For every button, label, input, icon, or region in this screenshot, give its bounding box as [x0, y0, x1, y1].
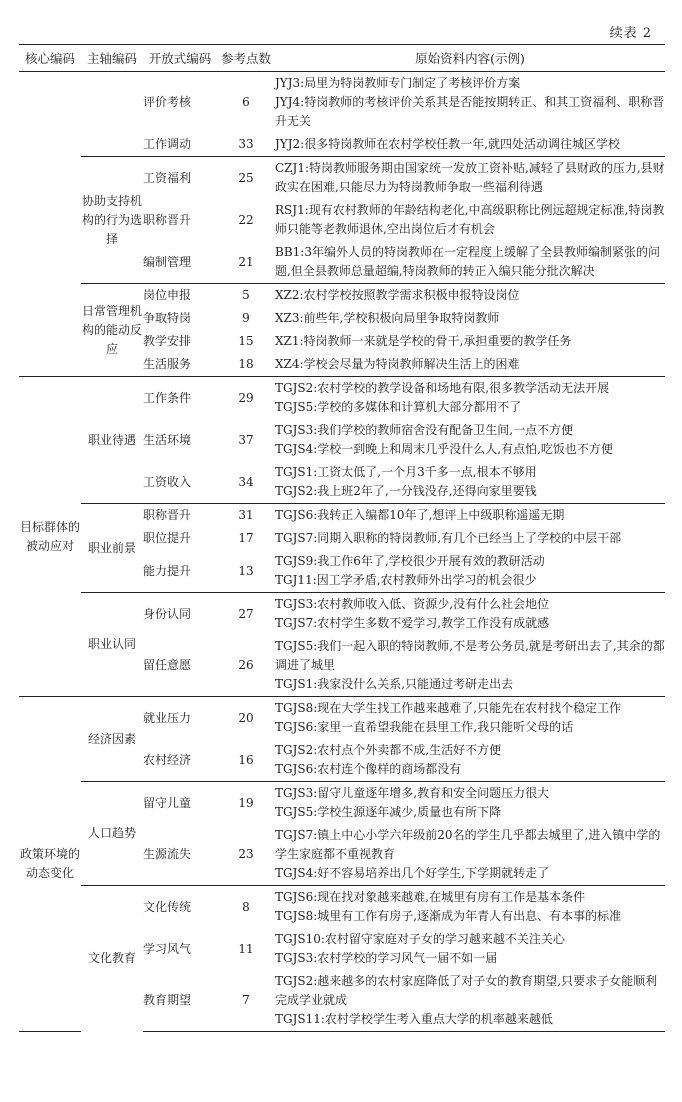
raw-material-line: TGJS8:城里有工作有房子,逐渐成为年青人有出息、有本事的标准 [275, 909, 622, 923]
reference-count-cell: 16 [238, 752, 254, 767]
raw-material-line: TGJS1:我家没什么关系,只能通过考研走出去 [275, 677, 514, 691]
reference-count-cell: 15 [238, 334, 254, 348]
reference-count-cell: 5 [217, 284, 275, 308]
open-code-cell: 生源流失 [143, 847, 192, 861]
core-code-cell [19, 72, 81, 377]
core-code-cell: 目标群体的被动应对 [19, 377, 81, 697]
raw-material-cell [275, 593, 665, 636]
raw-material-cell [275, 307, 665, 330]
reference-count-cell: 13 [238, 563, 254, 578]
raw-material-line: CZJ1:特岗教师服务期由国家统一发放工资补贴,减轻了县财政的压力,县财政实在困难,只能尽力为特岗教师争取一些福利待遇 [275, 161, 665, 194]
axial-code-cell: 职业前景 [81, 504, 143, 593]
reference-count-cell: 29 [217, 377, 275, 420]
raw-material-line: BB1:3年编外人员的特岗教师在一定程度上缓解了全县教师编制紧张的问题,但全县教师总量超编,特岗教师的转正入编只能分批次解决 [275, 245, 660, 278]
axial-code-cell: 协助支持机构的行为选择 [81, 157, 143, 284]
open-code-cell: 编制管理 [143, 254, 192, 269]
reference-count-cell: 7 [217, 970, 275, 1032]
raw-material-cell [275, 824, 665, 886]
open-code-cell: 留任意愿 [143, 658, 192, 672]
raw-material-cell [275, 133, 665, 157]
reference-count-cell: 37 [238, 432, 254, 447]
axial-code-cell: 经济因素 [81, 697, 143, 782]
axial-code-cell: 日常管理机构的能动反应 [81, 284, 143, 377]
raw-material-cell [275, 353, 665, 377]
raw-material-line: TGJS5:学校生源逐年减少,质量也有所下降 [275, 805, 502, 819]
raw-material-line: TGJS2:我上班2年了,一分钱没存,还得向家里要钱 [275, 484, 537, 498]
raw-material-line: TGJS6:家里一直希望我能在县里工作,我只能听父母的话 [275, 720, 574, 734]
raw-material-line: XZ2:农村学校按照教学需求积极申报特设岗位 [275, 288, 520, 302]
raw-material-line: TGJS5:我们一起入职的特岗教师,不是考公务员,就是考研出去了,其余的都调进了城里 [275, 639, 665, 672]
raw-material-cell [275, 419, 665, 461]
raw-material-line: TGJS7:镇上中心小学六年级前20名的学生几乎都去城里了,进入镇中学的学生家庭都不重视教育 [275, 828, 661, 861]
raw-material-line: JYJ4:特岗教师的考核评价关系其是否能按期转正、和其工资福利、职称晋升无关 [275, 95, 665, 128]
raw-material-line: TGJS3:留守儿童逐年增多,教育和安全问题压力很大 [275, 786, 550, 800]
axial-code-cell: 职业认同 [81, 593, 143, 697]
reference-count-cell: 23 [238, 847, 254, 861]
reference-count-cell: 26 [238, 658, 254, 672]
raw-material-line: TGJS4:学校一到晚上和周末几乎没什么人,有点怕,吃饭也不方便 [275, 442, 613, 456]
raw-material-cell [275, 527, 665, 550]
table-row [19, 697, 665, 740]
core-code-cell: 政策环境的动态变化 [19, 697, 81, 1032]
raw-material-line: TGJS10:农村留守家庭对子女的学习越来越不关注关心 [275, 932, 565, 946]
raw-material-line: TGJS6:农村连个像样的商场都没有 [275, 762, 462, 776]
raw-material-line: TGJS4:好不容易培养出几个好学生,下学期就转走了 [275, 866, 550, 880]
header-raw-material: 原始资料内容(示例) [275, 45, 665, 72]
raw-material-cell [275, 157, 665, 200]
table-row [19, 377, 665, 420]
raw-material-cell [275, 504, 665, 528]
open-code-cell: 职位提升 [143, 531, 192, 545]
open-code-cell: 留守儿童 [143, 782, 217, 825]
reference-count-cell: 22 [238, 212, 254, 227]
raw-material-line: TGJS5:学校的多媒体和计算机大部分都用不了 [275, 400, 522, 414]
table-row [19, 284, 665, 308]
raw-material-cell [275, 241, 665, 284]
reference-count-cell: 33 [238, 137, 254, 151]
raw-material-cell [275, 635, 665, 697]
axial-code-cell: 人口趋势 [81, 782, 143, 886]
open-code-cell: 就业压力 [143, 697, 217, 740]
reference-count-cell: 27 [217, 593, 275, 636]
header-reference-count: 参考点数 [217, 45, 275, 72]
raw-material-line: TGJS2:越来越多的农村家庭降低了对子女的教育期望,只要求子女能顺利完成学业就成 [275, 974, 658, 1007]
open-code-cell: 生活服务 [143, 357, 192, 371]
raw-material-cell [275, 886, 665, 929]
raw-material-line: TGJS6:现在找对象越来越难,在城里有房有工作是基本条件 [275, 890, 586, 904]
open-code-cell: 岗位申报 [143, 284, 217, 308]
raw-material-line: TGJS6:我转正入编都10年了,想评上中级职称遥遥无期 [275, 508, 565, 522]
raw-material-cell [275, 697, 665, 740]
raw-material-cell [275, 330, 665, 353]
reference-count-cell: 19 [217, 782, 275, 825]
raw-material-cell [275, 72, 665, 134]
raw-material-cell [275, 970, 665, 1032]
open-code-cell: 职称晋升 [143, 504, 217, 528]
open-code-cell: 能力提升 [143, 563, 192, 578]
table-header-row [19, 45, 665, 72]
open-code-cell: 身份认同 [143, 593, 217, 636]
raw-material-cell [275, 461, 665, 504]
reference-count-cell: 11 [238, 941, 254, 956]
open-code-cell: 工资收入 [143, 474, 192, 489]
reference-count-cell: 21 [238, 254, 254, 269]
raw-material-line: TGJS3:农村教师收入低、资源少,没有什么社会地位 [275, 597, 550, 611]
open-code-cell: 教育期望 [143, 970, 217, 1032]
raw-material-cell [275, 377, 665, 420]
reference-count-cell: 9 [242, 311, 250, 325]
raw-material-cell [275, 284, 665, 308]
raw-material-cell [275, 550, 665, 593]
raw-material-line: XZ3:前些年,学校积极向局里争取特岗教师 [275, 311, 500, 325]
table-row [19, 782, 665, 825]
raw-material-line: TGJS1:工资太低了,一个月3千多一点,根本不够用 [275, 465, 537, 479]
axial-code-cell: 职业待遇 [81, 377, 143, 504]
open-code-cell: 教学安排 [143, 334, 192, 348]
header-open-code: 开放式编码 [143, 45, 217, 72]
raw-material-line: JYJ3:局里为特岗教师专门制定了考核评价方案 [275, 76, 521, 90]
raw-material-line: JYJ2:很多特岗教师在农村学校任教一年,就四处活动调往城区学校 [275, 137, 621, 151]
axial-code-cell: 文化教育 [81, 886, 143, 1032]
open-code-cell: 文化传统 [143, 886, 217, 929]
open-code-cell: 农村经济 [143, 752, 192, 767]
open-code-cell: 工作条件 [143, 377, 217, 420]
open-code-cell: 工作调动 [143, 137, 192, 151]
table-row [19, 593, 665, 636]
reference-count-cell: 8 [217, 886, 275, 929]
reference-count-cell: 6 [242, 95, 250, 109]
raw-material-line: TGJS2:农村学校的教学设备和场地有限,很多教学活动无法开展 [275, 381, 610, 395]
reference-count-cell: 17 [238, 531, 254, 545]
raw-material-line: TGJS8:现在大学生找工作越来越难了,只能先在农村找个稳定工作 [275, 701, 622, 715]
raw-material-cell [275, 782, 665, 825]
raw-material-line: RSJ1:现有农村教师的年龄结构老化,中高级职称比例远超规定标准,特岗教师只能等老教师退休,空出岗位后才有机会 [275, 203, 665, 236]
open-code-cell: 学习风气 [143, 941, 192, 956]
axial-code-cell [81, 72, 143, 157]
table-row [19, 157, 665, 200]
table-row [19, 504, 665, 528]
header-axial-code: 主轴编码 [81, 45, 143, 72]
raw-material-line: TGJS11:农村学校学生考入重点大学的机率越来越低 [275, 1012, 553, 1026]
header-core-code: 核心编码 [19, 45, 81, 72]
reference-count-cell: 20 [217, 697, 275, 740]
raw-material-line: TGJS3:农村学校的学习风气一届不如一届 [275, 951, 498, 965]
raw-material-line: XZ1:特岗教师一来就是学校的骨干,承担重要的教学任务 [275, 334, 572, 348]
table-body [19, 72, 665, 1032]
open-code-cell: 争取特岗 [143, 311, 192, 325]
reference-count-cell: 25 [217, 157, 275, 200]
coding-table [19, 44, 665, 1032]
open-code-cell: 职称晋升 [143, 212, 192, 227]
raw-material-cell [275, 928, 665, 970]
raw-material-line: TGJS7:农村学生多数不爱学习,教学工作没有成就感 [275, 616, 550, 630]
open-code-cell: 生活环境 [143, 432, 192, 447]
open-code-cell: 工资福利 [143, 157, 217, 200]
table-row [19, 72, 665, 134]
raw-material-line: TGJS7:同期入职称的特岗教师,有几个已经当上了学校的中层干部 [275, 531, 622, 545]
raw-material-line: TGJS2:农村点个外卖都不成,生活好不方便 [275, 743, 502, 757]
continued-table-label: 续表 2 [609, 26, 652, 41]
reference-count-cell: 34 [238, 474, 254, 489]
raw-material-line: XZ4:学校会尽量为特岗教师解决生活上的困难 [275, 357, 520, 371]
raw-material-cell [275, 199, 665, 241]
raw-material-line: TGJS9:我工作6年了,学校很少开展有效的教研活动 [275, 554, 545, 568]
raw-material-cell [275, 739, 665, 782]
reference-count-cell: 31 [217, 504, 275, 528]
table-row [19, 886, 665, 929]
raw-material-line: TGJS3:我们学校的教师宿舍没有配备卫生间,一点不方便 [275, 423, 574, 437]
reference-count-cell: 18 [238, 357, 254, 371]
raw-material-line: TGJ11:因工学矛盾,农村教师外出学习的机会很少 [275, 573, 537, 587]
open-code-cell: 评价考核 [143, 95, 192, 109]
